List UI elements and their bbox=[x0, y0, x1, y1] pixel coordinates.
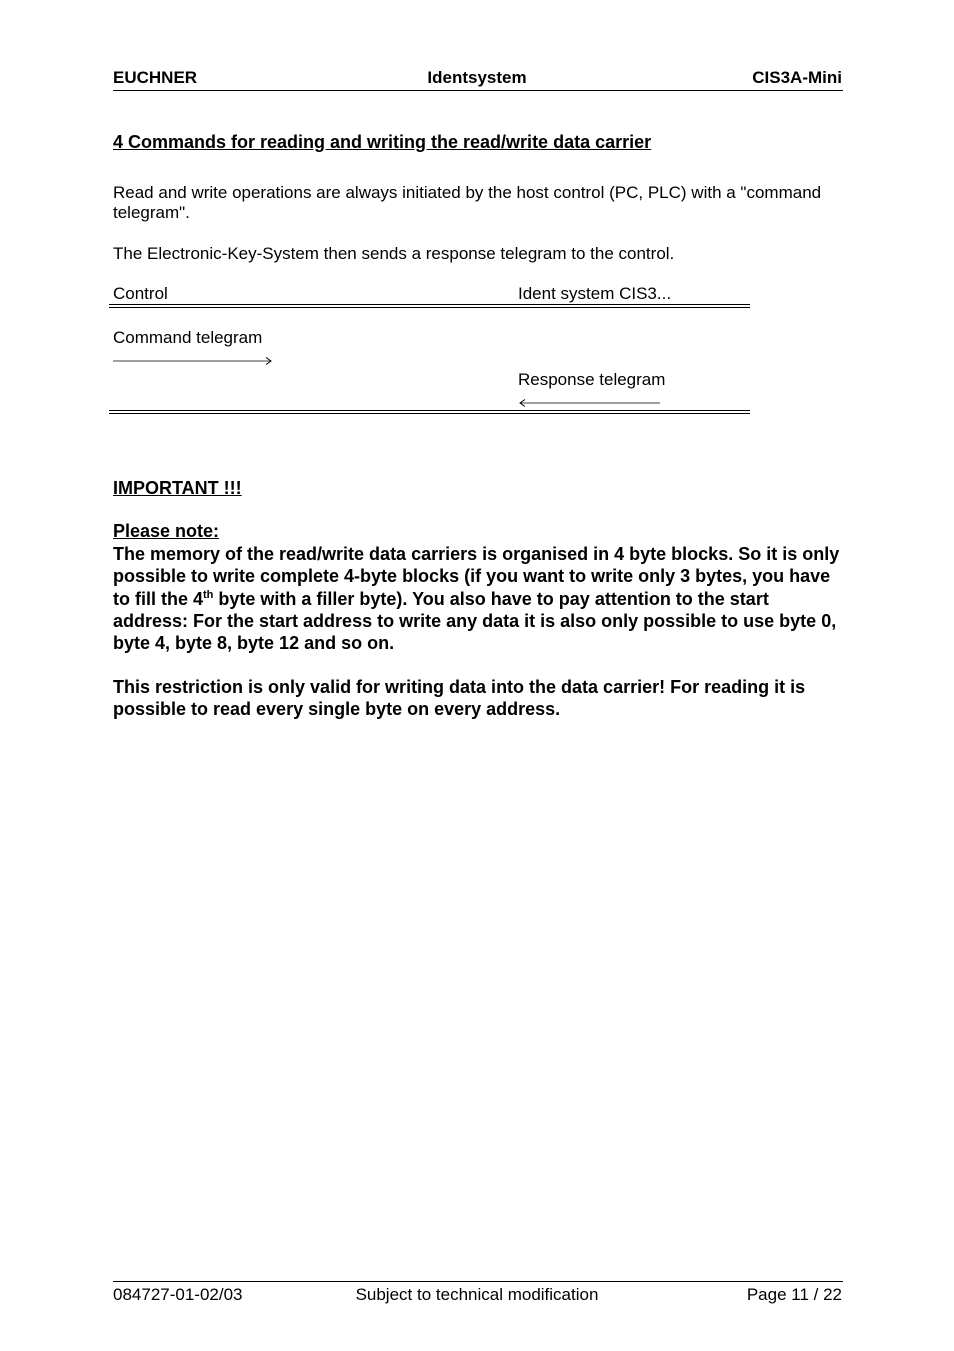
diagram-bottom-double-rule bbox=[109, 410, 750, 414]
response-arrow-left-icon bbox=[518, 398, 662, 408]
memory-note-text-part1: The memory of the read/write data carriers is organised in 4 byte blocks. So it is only possible to write complete 4-byte blocks (if you want to write only 3 bytes, you have to fill the 4 bbox=[113, 544, 840, 609]
diagram-ident-system-label: Ident system CIS3... bbox=[518, 284, 672, 303]
memory-note-superscript: th bbox=[203, 588, 214, 601]
header-rule bbox=[113, 90, 843, 91]
footer-document-number: 084727-01-02/03 bbox=[113, 1285, 243, 1304]
memory-note-paragraph bbox=[113, 543, 843, 654]
command-telegram-label: Command telegram bbox=[113, 328, 263, 347]
footer-rule bbox=[113, 1281, 843, 1282]
footer-notice: Subject to technical modification bbox=[355, 1285, 599, 1304]
restriction-paragraph: This restriction is only valid for writing data into the data carrier! For reading it is possible to read every single byte on every address. bbox=[113, 677, 806, 720]
memory-note-text-part2: byte with a filler byte). You also have to pay attention to the start address: For the start address to write any data it is also only possible to use byte 0, byte 4, byte 8, byte 12 and so on. bbox=[113, 588, 837, 654]
response-telegram-label: Response telegram bbox=[518, 370, 666, 389]
header-product: CIS3A-Mini bbox=[752, 68, 842, 87]
command-arrow-right-icon bbox=[113, 356, 275, 366]
please-note-heading: Please note: bbox=[113, 521, 220, 541]
header-company: EUCHNER bbox=[113, 68, 198, 87]
diagram-top-double-rule bbox=[109, 304, 750, 308]
intro-paragraph: Read and write operations are always initiated by the host control (PC, PLC) with a "command telegram". bbox=[113, 183, 822, 222]
header-document-title: Identsystem bbox=[427, 68, 527, 87]
response-paragraph: The Electronic-Key-System then sends a response telegram to the control. bbox=[113, 244, 675, 263]
section-title: 4 Commands for reading and writing the read/write data carrier bbox=[113, 132, 652, 152]
diagram-control-label: Control bbox=[113, 284, 168, 303]
footer-page-number: Page 11 / 22 bbox=[746, 1285, 842, 1304]
important-heading: IMPORTANT !!! bbox=[113, 478, 242, 498]
